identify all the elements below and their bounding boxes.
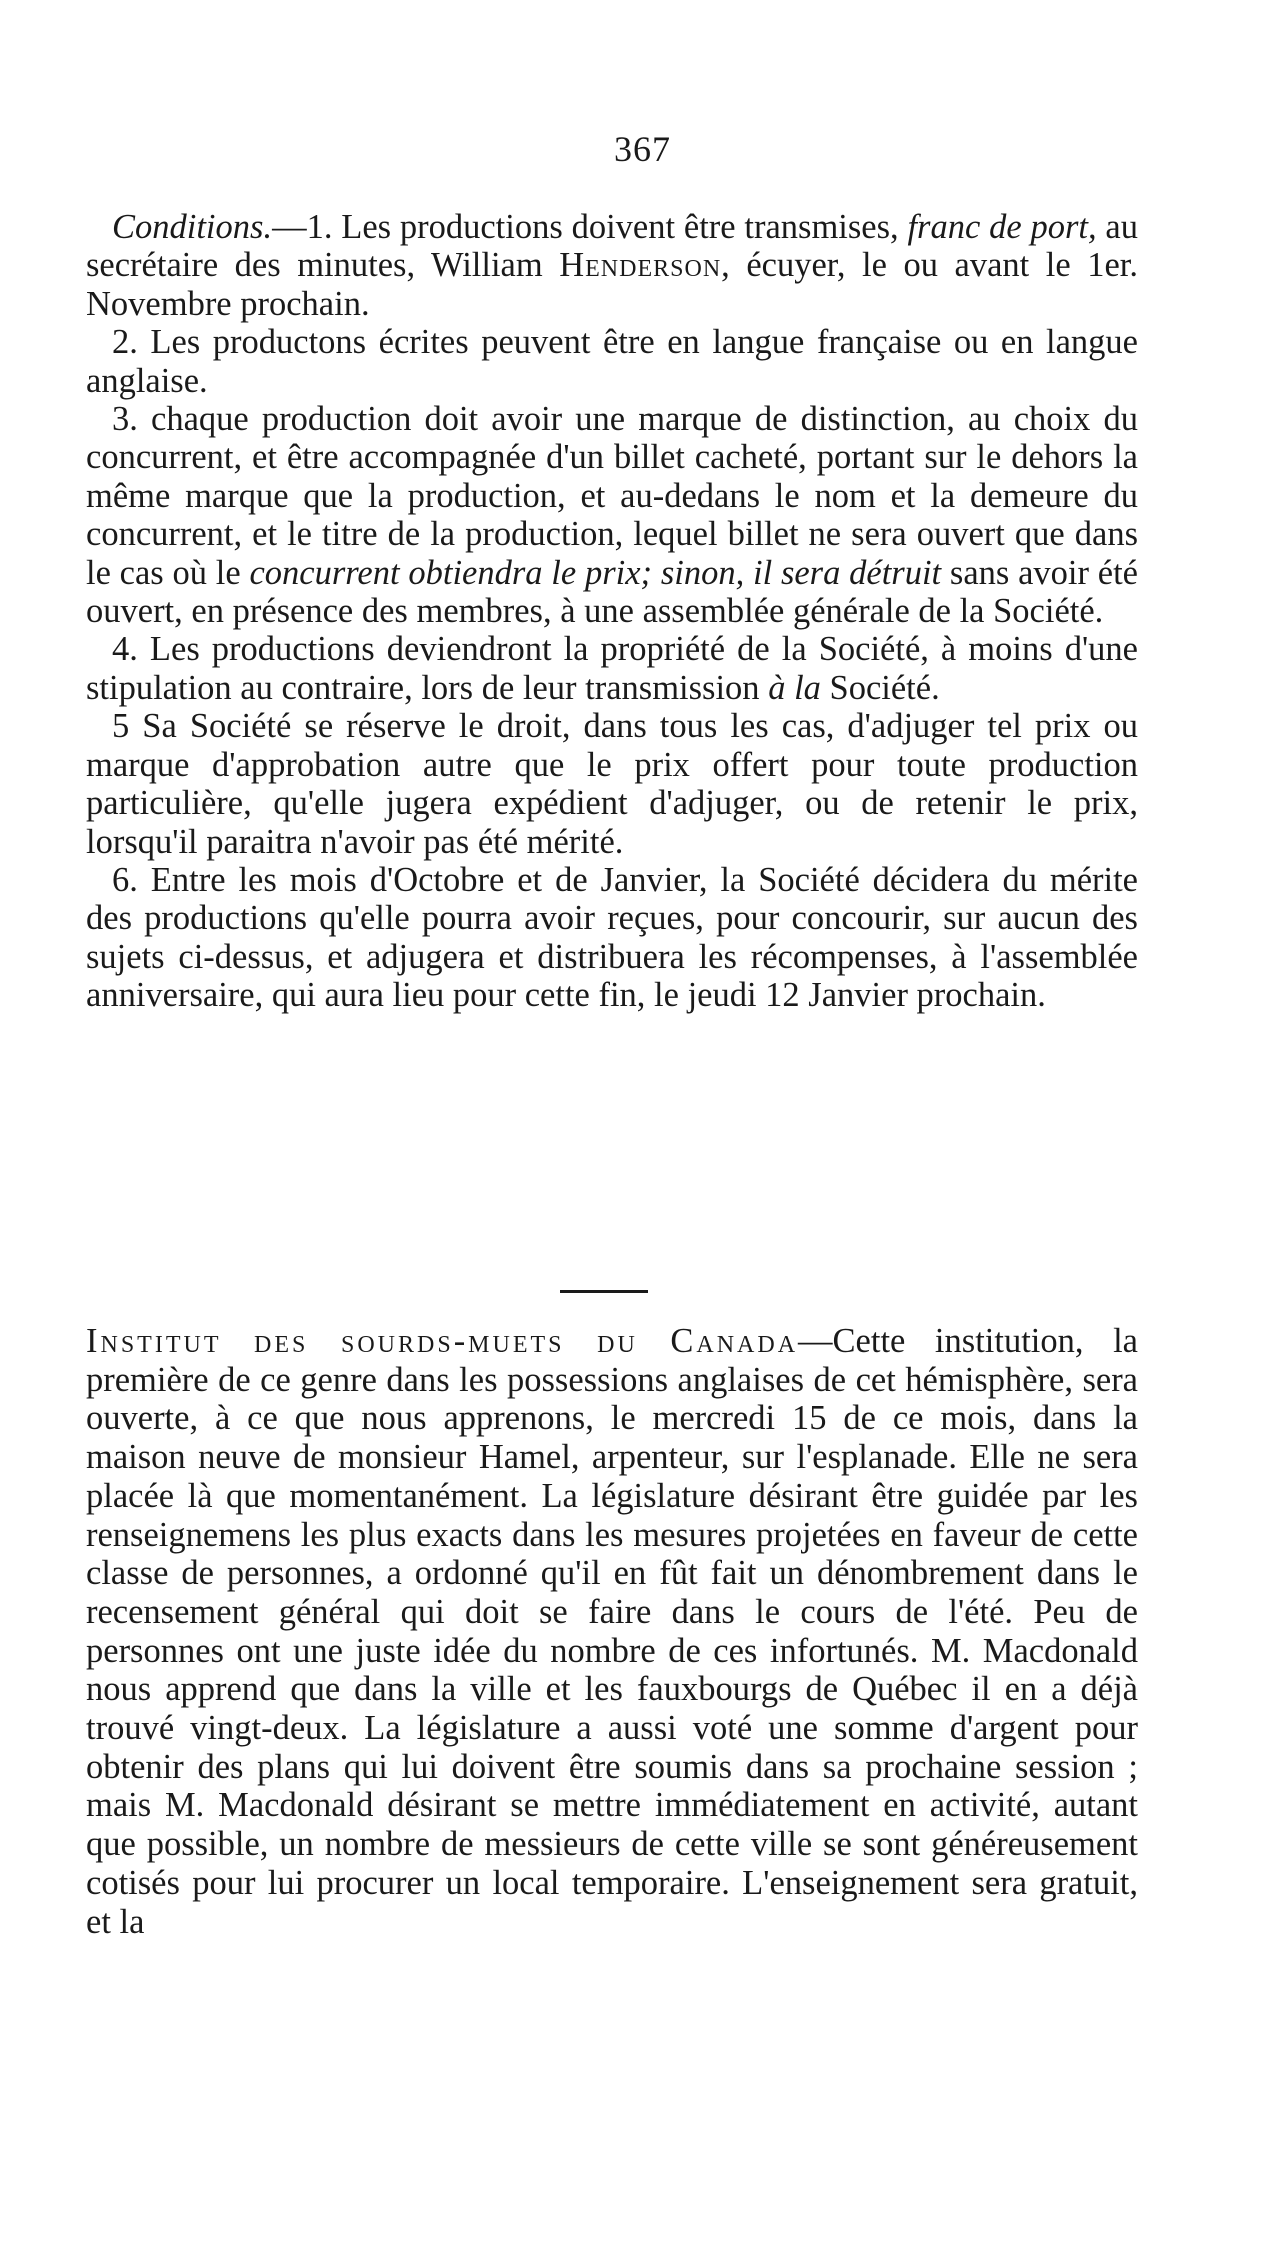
- condition-3-text-a: 3. chaque production doit avoir une marque de distinction, au choix du concurrent, et être accompagnée d'un billet cacheté, portant sur le dehors la même marque que la production, et au-dedans le nom et la demeure du concurrent, et le titre de la production, lequel billet ne sera ouvert que dans le cas où le: [86, 400, 1138, 592]
- condition-1-text-c: , écuyer, le ou avant le 1er. Novembre prochain.: [86, 246, 1139, 323]
- condition-2: 2. Les productons écrites peuvent être en langue française ou en langue anglaise.: [86, 323, 1138, 400]
- condition-1-text-a: Les productions doivent être transmises,: [332, 208, 908, 246]
- institut-title: Institut des sourds-muets du Canada: [86, 1322, 799, 1360]
- condition-3-text-b: sans avoir été ouvert, en présence des membres, à une assemblée générale de la Société.: [86, 553, 1138, 631]
- secretary-name: Henderson: [559, 246, 722, 285]
- condition-3: [86, 400, 1138, 630]
- condition-1-number: —1.: [272, 208, 333, 246]
- section-divider: [560, 1290, 648, 1293]
- conditions-heading: Conditions.: [112, 208, 273, 246]
- condition-1-franc-de-port: franc de port,: [907, 208, 1097, 246]
- institut-section: [86, 1322, 1138, 1941]
- condition-1-text-b: au secrétaire des minutes, William: [86, 208, 1138, 285]
- condition-5: 5 Sa Société se réserve le droit, dans tous les cas, d'adjuger tel prix ou marque d'approbation autre que le prix offert pour toute production particulière, qu'elle jugera expédient d'adjuger, ou de retenir le prix, lorsqu'il paraitra n'avoir pas été mérité.: [86, 707, 1138, 861]
- condition-4-italic: à la: [768, 668, 821, 707]
- condition-4-text-b: Société.: [820, 668, 940, 707]
- institut-body: —Cette institution, la première de ce genre dans les possessions anglaises de cet hémisphère, sera ouverte, à ce que nous apprenons, le mercredi 15 de ce mois, dans la maison neuve de monsieur Hamel, arpenteur, sur l'esplanade. Elle ne sera placée là que momentanément. La législature désirant être guidée par les renseignemens les plus exacts dans les mesures projetées en faveur de cette classe de personnes, a ordonné qu'il en fût fait un dénombrement dans le recensement général qui doit se faire dans le cours de l'été. Peu de personnes ont une juste idée du nombre de ces infortunés. M. Macdonald nous apprend que dans la ville et les fauxbourgs de Québec il en a déjà trouvé vingt-deux. La législature a aussi voté une somme d'argent pour obtenir des plans qui lui doivent être soumis dans sa prochaine session ; mais M. Macdonald désirant se mettre immédiatement en activité, autant que possible, un nombre de messieurs de cette ville se sont généreusement cotisés pour lui procurer un local temporaire. L'enseignement sera gratuit, et la: [86, 1322, 1138, 1941]
- page-number: 367: [614, 129, 671, 169]
- conditions-section: [86, 208, 1138, 1015]
- condition-3-italic: concurrent obtiendra le prix; sinon, il sera détruit: [249, 553, 942, 592]
- condition-4: [86, 630, 1138, 707]
- condition-6: 6. Entre les mois d'Octobre et de Janvier, la Société décidera du mérite des productions qu'elle pourra avoir reçues, pour concourir, sur aucun des sujets ci-dessus, et adjugera et distribuera les récompenses, à l'assemblée anniversaire, qui aura lieu pour cette fin, le jeudi 12 Janvier prochain.: [86, 860, 1138, 1015]
- condition-1: [86, 208, 1138, 323]
- condition-4-text-a: 4. Les productions deviendront la propriété de la Société, à moins d'une stipulation au contraire, lors de leur transmission: [86, 630, 1138, 707]
- institut-paragraph: [86, 1322, 1138, 1941]
